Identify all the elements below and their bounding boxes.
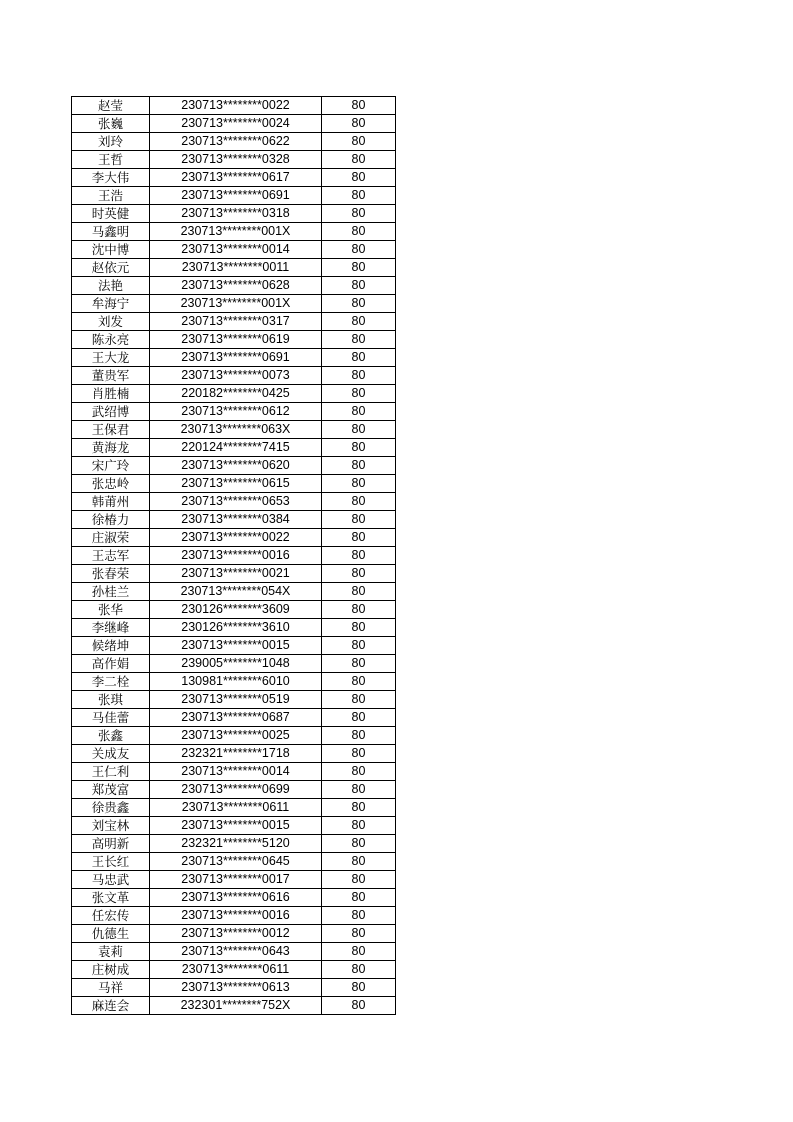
name-cell: 王志军 (72, 547, 150, 565)
id-number-cell: 232321********5120 (150, 835, 322, 853)
id-number-cell: 230713********0628 (150, 277, 322, 295)
name-cell: 赵莹 (72, 97, 150, 115)
name-cell: 马祥 (72, 979, 150, 997)
score-cell: 80 (322, 673, 396, 691)
table-row (72, 655, 396, 673)
id-number-cell: 230713********0619 (150, 331, 322, 349)
id-number-cell: 130981********6010 (150, 673, 322, 691)
table-row (72, 565, 396, 583)
id-number-cell: 230713********0017 (150, 871, 322, 889)
table-row (72, 601, 396, 619)
table-row (72, 223, 396, 241)
id-number-cell: 230713********0317 (150, 313, 322, 331)
score-cell: 80 (322, 745, 396, 763)
id-number-cell: 232301********752X (150, 997, 322, 1015)
id-number-cell: 230713********0645 (150, 853, 322, 871)
id-number-cell: 220182********0425 (150, 385, 322, 403)
name-cell: 张文革 (72, 889, 150, 907)
score-cell: 80 (322, 331, 396, 349)
table-row (72, 889, 396, 907)
name-cell: 马佳蕾 (72, 709, 150, 727)
id-number-cell: 230713********0024 (150, 115, 322, 133)
table-row (72, 673, 396, 691)
name-cell: 王长红 (72, 853, 150, 871)
score-cell: 80 (322, 871, 396, 889)
table-row (72, 709, 396, 727)
table-row (72, 763, 396, 781)
table-row (72, 871, 396, 889)
table-row (72, 259, 396, 277)
id-number-cell: 230713********0653 (150, 493, 322, 511)
name-cell: 孙桂兰 (72, 583, 150, 601)
id-number-cell: 230713********0687 (150, 709, 322, 727)
table-row (72, 997, 396, 1015)
score-cell: 80 (322, 763, 396, 781)
id-number-cell: 230713********0622 (150, 133, 322, 151)
name-cell: 任宏传 (72, 907, 150, 925)
table-row (72, 331, 396, 349)
id-number-cell: 230713********0015 (150, 817, 322, 835)
score-cell: 80 (322, 457, 396, 475)
id-number-cell: 230713********0328 (150, 151, 322, 169)
table-row (72, 277, 396, 295)
name-cell: 刘玲 (72, 133, 150, 151)
id-number-cell: 230713********063X (150, 421, 322, 439)
score-cell: 80 (322, 439, 396, 457)
score-cell: 80 (322, 547, 396, 565)
name-cell: 牟海宁 (72, 295, 150, 313)
id-number-cell: 230713********0615 (150, 475, 322, 493)
id-number-cell: 230713********0022 (150, 529, 322, 547)
table-row (72, 583, 396, 601)
id-number-cell: 230713********0519 (150, 691, 322, 709)
table-row (72, 151, 396, 169)
name-cell: 沈中博 (72, 241, 150, 259)
name-cell: 徐椿力 (72, 511, 150, 529)
name-cell: 李二栓 (72, 673, 150, 691)
id-number-cell: 230713********054X (150, 583, 322, 601)
table-row (72, 493, 396, 511)
name-cell: 庄树成 (72, 961, 150, 979)
name-cell: 马忠武 (72, 871, 150, 889)
table-row (72, 349, 396, 367)
score-cell: 80 (322, 925, 396, 943)
id-number-cell: 230713********0643 (150, 943, 322, 961)
name-cell: 刘发 (72, 313, 150, 331)
name-cell: 徐贵鑫 (72, 799, 150, 817)
table-row (72, 313, 396, 331)
score-cell: 80 (322, 241, 396, 259)
id-number-cell: 239005********1048 (150, 655, 322, 673)
score-cell: 80 (322, 277, 396, 295)
score-cell: 80 (322, 169, 396, 187)
table-row (72, 457, 396, 475)
score-cell: 80 (322, 889, 396, 907)
id-number-cell: 230713********0613 (150, 979, 322, 997)
name-cell: 刘宝林 (72, 817, 150, 835)
name-cell: 李继峰 (72, 619, 150, 637)
table-row (72, 619, 396, 637)
table-row (72, 547, 396, 565)
table-row (72, 943, 396, 961)
score-cell: 80 (322, 115, 396, 133)
score-cell: 80 (322, 349, 396, 367)
table-row (72, 745, 396, 763)
table-row (72, 367, 396, 385)
score-cell: 80 (322, 421, 396, 439)
table-row (72, 421, 396, 439)
id-number-cell: 230713********0384 (150, 511, 322, 529)
id-number-cell: 230713********0073 (150, 367, 322, 385)
name-cell: 袁莉 (72, 943, 150, 961)
score-cell: 80 (322, 259, 396, 277)
score-cell: 80 (322, 601, 396, 619)
id-number-cell: 230713********0611 (150, 799, 322, 817)
id-number-cell: 230713********0011 (150, 259, 322, 277)
table-row (72, 799, 396, 817)
score-cell: 80 (322, 223, 396, 241)
id-number-cell: 230713********0016 (150, 907, 322, 925)
id-number-cell: 230713********0691 (150, 349, 322, 367)
score-cell: 80 (322, 619, 396, 637)
name-cell: 董贵军 (72, 367, 150, 385)
table-row (72, 835, 396, 853)
id-number-cell: 230126********3609 (150, 601, 322, 619)
score-cell: 80 (322, 799, 396, 817)
table-row (72, 691, 396, 709)
name-cell: 高作娟 (72, 655, 150, 673)
id-number-cell: 230713********0012 (150, 925, 322, 943)
name-cell: 仇德生 (72, 925, 150, 943)
score-cell: 80 (322, 727, 396, 745)
id-number-cell: 230713********0014 (150, 763, 322, 781)
table-row (72, 853, 396, 871)
score-cell: 80 (322, 655, 396, 673)
score-cell: 80 (322, 853, 396, 871)
score-cell: 80 (322, 133, 396, 151)
name-cell: 赵依元 (72, 259, 150, 277)
name-cell: 张巍 (72, 115, 150, 133)
table-row (72, 133, 396, 151)
roster-table-body (72, 97, 396, 1015)
name-cell: 王保君 (72, 421, 150, 439)
score-cell: 80 (322, 691, 396, 709)
score-cell: 80 (322, 367, 396, 385)
name-cell: 宋广玲 (72, 457, 150, 475)
name-cell: 肖胜楠 (72, 385, 150, 403)
name-cell: 张华 (72, 601, 150, 619)
id-number-cell: 230713********0014 (150, 241, 322, 259)
table-row (72, 979, 396, 997)
name-cell: 王哲 (72, 151, 150, 169)
name-cell: 张忠岭 (72, 475, 150, 493)
name-cell: 黄海龙 (72, 439, 150, 457)
score-cell: 80 (322, 709, 396, 727)
table-row (72, 529, 396, 547)
table-row (72, 961, 396, 979)
name-cell: 麻连会 (72, 997, 150, 1015)
score-cell: 80 (322, 529, 396, 547)
name-cell: 王仁利 (72, 763, 150, 781)
id-number-cell: 230713********0016 (150, 547, 322, 565)
name-cell: 马鑫明 (72, 223, 150, 241)
score-cell: 80 (322, 97, 396, 115)
table-row (72, 241, 396, 259)
score-cell: 80 (322, 583, 396, 601)
score-cell: 80 (322, 493, 396, 511)
name-cell: 王浩 (72, 187, 150, 205)
table-row (72, 475, 396, 493)
score-cell: 80 (322, 943, 396, 961)
score-cell: 80 (322, 313, 396, 331)
score-cell: 80 (322, 511, 396, 529)
roster-table (71, 96, 396, 1015)
score-cell: 80 (322, 151, 396, 169)
name-cell: 王大龙 (72, 349, 150, 367)
score-cell: 80 (322, 385, 396, 403)
table-row (72, 97, 396, 115)
score-cell: 80 (322, 961, 396, 979)
score-cell: 80 (322, 907, 396, 925)
id-number-cell: 230713********001X (150, 295, 322, 313)
table-row (72, 169, 396, 187)
id-number-cell: 230713********0611 (150, 961, 322, 979)
table-row (72, 907, 396, 925)
score-cell: 80 (322, 835, 396, 853)
name-cell: 陈永亮 (72, 331, 150, 349)
name-cell: 候绪坤 (72, 637, 150, 655)
id-number-cell: 230713********0015 (150, 637, 322, 655)
name-cell: 郑茂富 (72, 781, 150, 799)
name-cell: 张春荣 (72, 565, 150, 583)
id-number-cell: 232321********1718 (150, 745, 322, 763)
score-cell: 80 (322, 979, 396, 997)
name-cell: 庄淑荣 (72, 529, 150, 547)
id-number-cell: 230713********001X (150, 223, 322, 241)
table-row (72, 817, 396, 835)
table-row (72, 187, 396, 205)
table-row (72, 205, 396, 223)
id-number-cell: 230713********0318 (150, 205, 322, 223)
name-cell: 高明新 (72, 835, 150, 853)
name-cell: 时英健 (72, 205, 150, 223)
name-cell: 韩莆州 (72, 493, 150, 511)
score-cell: 80 (322, 637, 396, 655)
id-number-cell: 230713********0616 (150, 889, 322, 907)
id-number-cell: 230713********0691 (150, 187, 322, 205)
score-cell: 80 (322, 295, 396, 313)
score-cell: 80 (322, 781, 396, 799)
table-row (72, 403, 396, 421)
name-cell: 李大伟 (72, 169, 150, 187)
score-cell: 80 (322, 817, 396, 835)
table-row (72, 727, 396, 745)
name-cell: 张鑫 (72, 727, 150, 745)
id-number-cell: 230126********3610 (150, 619, 322, 637)
id-number-cell: 230713********0025 (150, 727, 322, 745)
id-number-cell: 230713********0021 (150, 565, 322, 583)
table-row (72, 925, 396, 943)
id-number-cell: 220124********7415 (150, 439, 322, 457)
table-row (72, 295, 396, 313)
score-cell: 80 (322, 565, 396, 583)
table-row (72, 439, 396, 457)
id-number-cell: 230713********0617 (150, 169, 322, 187)
id-number-cell: 230713********0620 (150, 457, 322, 475)
id-number-cell: 230713********0699 (150, 781, 322, 799)
score-cell: 80 (322, 187, 396, 205)
name-cell: 武绍博 (72, 403, 150, 421)
id-number-cell: 230713********0022 (150, 97, 322, 115)
score-cell: 80 (322, 475, 396, 493)
table-row (72, 511, 396, 529)
score-cell: 80 (322, 403, 396, 421)
name-cell: 张琪 (72, 691, 150, 709)
name-cell: 法艳 (72, 277, 150, 295)
score-cell: 80 (322, 205, 396, 223)
table-row (72, 385, 396, 403)
table-row (72, 637, 396, 655)
score-cell: 80 (322, 997, 396, 1015)
name-cell: 关成友 (72, 745, 150, 763)
table-row (72, 115, 396, 133)
id-number-cell: 230713********0612 (150, 403, 322, 421)
table-row (72, 781, 396, 799)
